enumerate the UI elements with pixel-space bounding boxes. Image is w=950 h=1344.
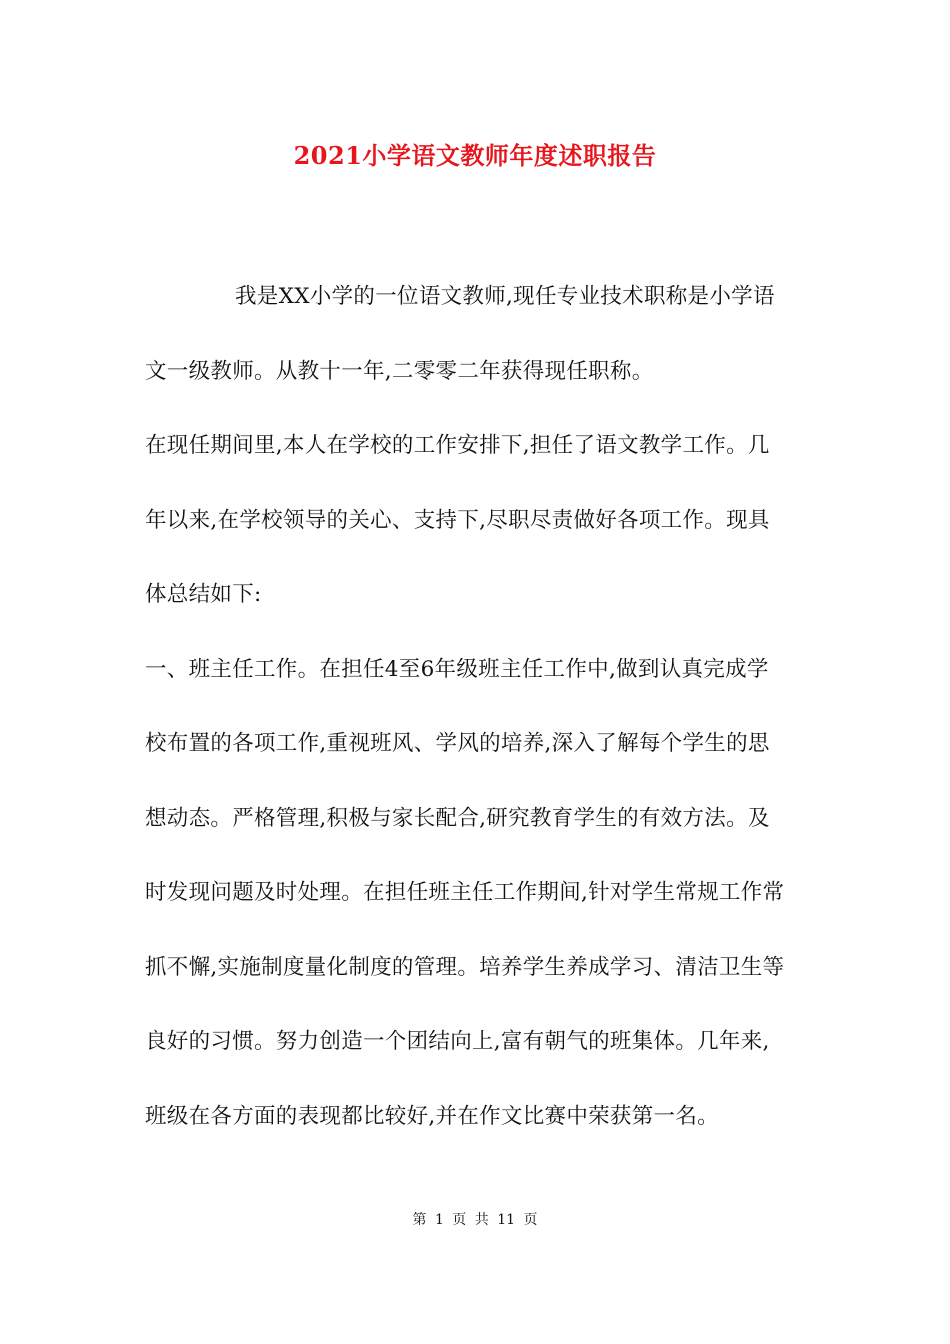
body-line-7: 校布置的各项工作,重视班风、学风的培养,深入了解每个学生的思 bbox=[145, 731, 770, 756]
page-number-footer: 第 1 页 共 11 页 bbox=[412, 1212, 538, 1228]
body-line-9: 时发现问题及时处理。在担任班主任工作期间,针对学生常规工作常 bbox=[145, 880, 785, 905]
body-line-2: 文一级教师。从教十一年,二零零二年获得现任职称。 bbox=[145, 358, 654, 384]
body-line-10: 抓不懈,实施制度量化制度的管理。培养学生养成学习、清洁卫生等 bbox=[145, 954, 785, 980]
body-line-8: 想动态。严格管理,积极与家长配合,研究教育学生的有效方法。及 bbox=[145, 805, 770, 831]
document-body bbox=[145, 277, 810, 1171]
body-line-1: 我是XX小学的一位语文教师,现任专业技术职称是小学语 bbox=[235, 284, 775, 309]
body-line-12: 班级在各方面的表现都比较好,并在作文比赛中荣获第一名。 bbox=[145, 1103, 719, 1129]
body-line-6: 一、班主任工作。在担任4至6年级班主任工作中,做到认真完成学 bbox=[145, 656, 769, 682]
body-line-11: 良好的习惯。努力创造一个团结向上,富有朝气的班集体。几年来, bbox=[145, 1029, 770, 1054]
body-line-5: 体总结如下: bbox=[145, 582, 262, 607]
document-title: 2021小学语文教师年度述职报告 bbox=[293, 141, 657, 170]
body-line-4: 年以来,在学校领导的关心、支持下,尽职尽责做好各项工作。现具 bbox=[145, 507, 770, 533]
body-line-3: 在现任期间里,本人在学校的工作安排下,担任了语文教学工作。几 bbox=[145, 433, 770, 458]
